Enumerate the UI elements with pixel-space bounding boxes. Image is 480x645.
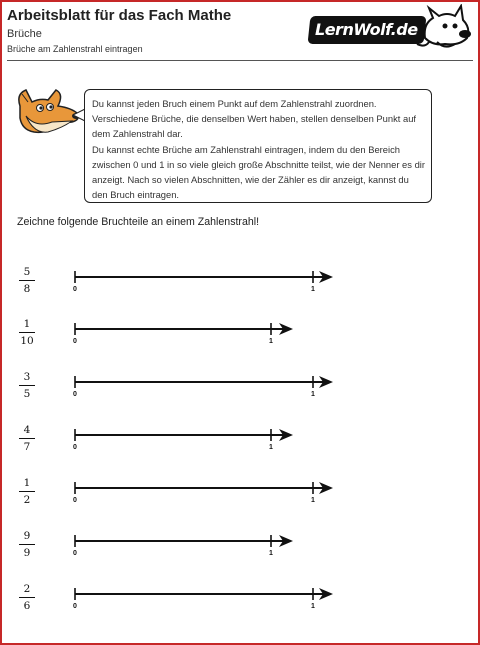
number-line[interactable] [0,367,480,407]
exercise-row [0,367,480,407]
fraction-denominator: 7 [23,441,31,453]
fraction-denominator: 8 [23,283,31,295]
tick-label-zero: 0 [73,497,77,504]
fraction-denominator: 10 [20,335,34,347]
number-line[interactable] [0,314,480,354]
lernwolf-logo [303,4,473,56]
exercise-instruction: Zeichne folgende Bruchteile an einem Zahlenstrahl! [17,216,260,228]
number-line[interactable] [0,262,480,302]
fraction-denominator: 9 [23,547,31,559]
exercise-row [0,420,480,460]
tick-label-zero: 0 [73,338,77,345]
tick-label-one: 1 [269,550,273,557]
tick-label-zero: 0 [73,391,77,398]
worksheet-title: Arbeitsblatt für das Fach Mathe [7,7,232,24]
fraction-numerator: 1 [23,318,31,330]
exercise-row [0,579,480,619]
logo-dog-icon [415,4,473,56]
explanation-paragraph-1: Du kannst jeden Bruch einem Punkt auf dem Zahlenstrahl zuordnen. Verschiedene Brüche, die denselben Wert haben, stellen denselben Punkt auf dem Zahlenstrahl dar. [92,98,417,140]
exercise-row [0,526,480,566]
exercise-row [0,262,480,302]
tick-label-zero: 0 [73,444,77,451]
fraction-numerator: 1 [23,477,31,489]
logo-text: LernWolf.de [315,20,418,39]
worksheet-subject: Brüche [7,28,42,40]
exercise-row [0,314,480,354]
fraction-numerator: 4 [23,424,31,436]
fraction-denominator: 6 [23,600,31,612]
fraction-numerator: 5 [23,266,31,278]
tick-label-one: 1 [311,286,315,293]
fraction-numerator: 3 [23,371,31,383]
number-line[interactable] [0,526,480,566]
number-line[interactable] [0,473,480,513]
exercise-row [0,473,480,513]
tick-label-zero: 0 [73,550,77,557]
tick-label-zero: 0 [73,603,77,610]
tick-label-one: 1 [269,338,273,345]
worksheet-topic: Brüche am Zahlenstrahl eintragen [7,44,143,54]
tick-label-one: 1 [269,444,273,451]
tick-label-one: 1 [311,391,315,398]
fraction-denominator: 2 [23,494,31,506]
fraction-denominator: 5 [23,388,31,400]
fraction-numerator: 9 [23,530,31,542]
number-line[interactable] [0,579,480,619]
tick-label-one: 1 [311,497,315,504]
tick-label-zero: 0 [73,286,77,293]
tick-label-one: 1 [311,603,315,610]
number-line[interactable] [0,420,480,460]
fraction-numerator: 2 [23,583,31,595]
explanation-paragraph-2: Du kannst echte Brüche am Zahlenstrahl eintragen, indem du den Bereich zwischen 0 und 1 in so viele gleich große Abschnitte teilst, wie der Nenner es dir anzeigt. Nach so vielen Abschnitten, wie der Zähler es dir anzeigt, kannst du den Bruch eintragen. [92,143,425,201]
header-divider [7,60,473,61]
explanation-box [84,89,432,203]
